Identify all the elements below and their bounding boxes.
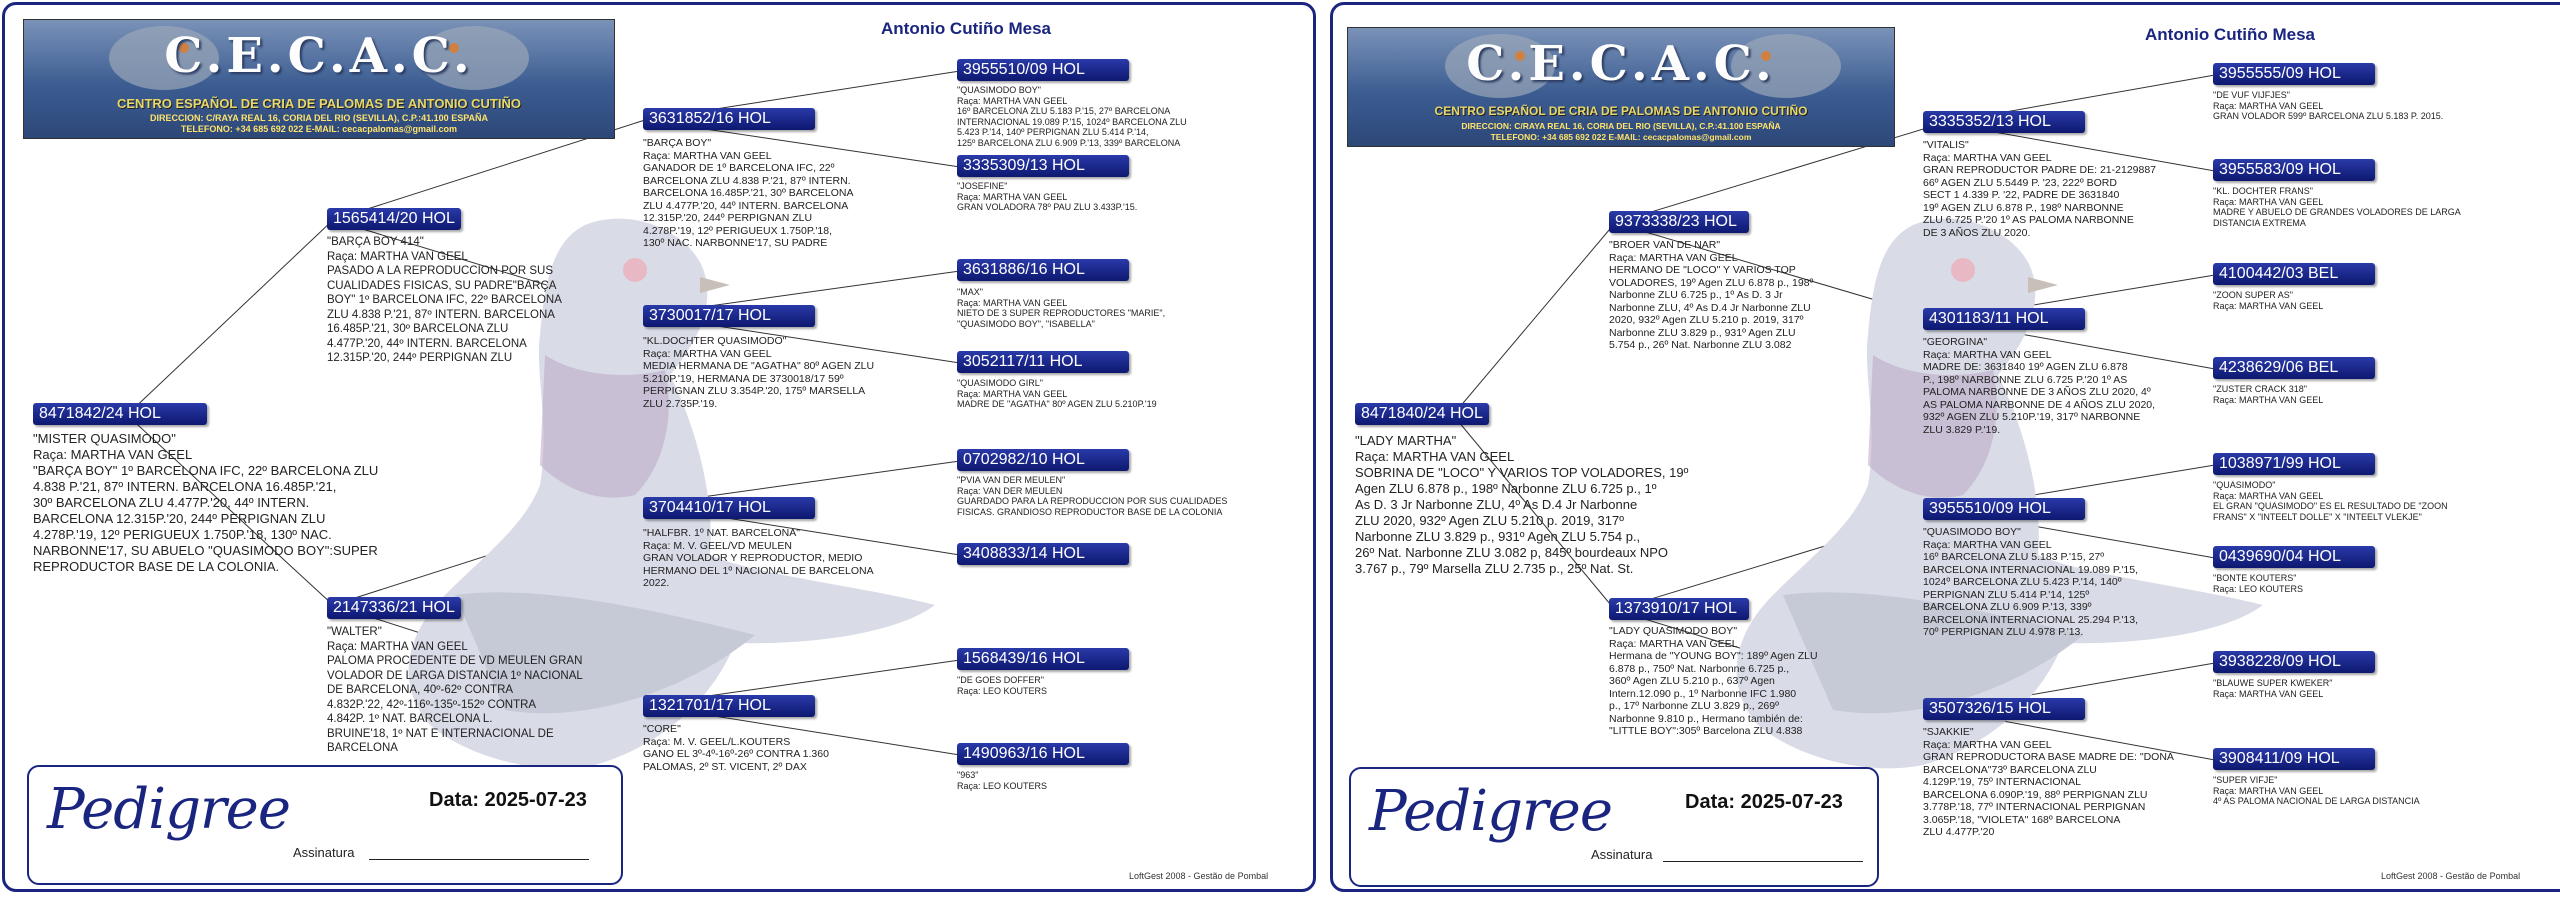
bird-ring-tag[interactable]: 3507326/15 HOL [1923,698,2085,720]
bird-ring-tag[interactable]: 3730017/17 HOL [643,305,815,327]
bird-info: "GEORGINA" Raça: MARTHA VAN GEEL MADRE DE: 3631840 19º AGEN ZLU 6.878 P., 198º NARBONNE ZLU 6.725 P.'20 1º AS PALOMA NARBONNE DE 3 AÑOS ZLU 2020, 4º AS PALOMA NARBONNE DE 4 AÑOS ZLU 2020, 932º AGEN ZLU 5.210P.'19, 317º NARBONNE ZLU 3.829 P.'19. [1923,336,2156,436]
signature-line[interactable] [369,859,589,860]
bird-info: "KL.DOCHTER QUASIMODO" Raça: MARTHA VAN GEEL MEDIA HERMANA DE "AGATHA" 80º AGEN ZLU 5.210P.'19, HERMANA DE 3730018/17 59º PERPIGNAN ZLU 3.354P.'20, 175º MARSELLA ZLU 2.735P.'19. [643,335,875,410]
bird-info: "BARÇA BOY 414" Raça: MARTHA VAN GEEL PASADO A LA REPRODUCCION POR SUS CUALIDADES FISICAS, SU PADRE"BARÇA BOY" 1º BARCELONA IFC, 22º BARCELONA ZLU 4.838 P.'21, 87º INTERN. BARCELONA 16.485P.'21, 30º BARCELONA ZLU 4.477P.'20, 44º INTERN. BARCELONA 12.315P.'20, 244º PERPIGNAN ZLU [327,236,562,364]
signature-label: Assinatura [293,845,355,860]
bird-ring-tag[interactable]: 3955510/09 HOL [957,59,1129,81]
print-date: Data: 2025-07-23 [1685,791,1843,813]
cecac-banner [1347,27,1895,147]
pedigree-logo: Pedigree [47,777,290,842]
bird-info: "CORE" Raça: M. V. GEEL/L.KOUTERS GANO EL 3º-4º-16º-26º CONTRA 1.360 PALOMAS, 2º ST. VICENT, 2º DAX [643,723,829,773]
bird-ring-tag[interactable]: 3938228/09 HOL [2213,651,2375,673]
bird-info: "JOSEFINE" Raça: MARTHA VAN GEEL GRAN VOLADORA 78º PAU ZLU 3.433P.'15. [957,181,1138,212]
bird-ring-tag[interactable]: 1490963/16 HOL [957,743,1129,765]
bird-info: "WALTER" Raça: MARTHA VAN GEEL PALOMA PROCEDENTE DE VD MEULEN GRAN VOLADOR DE LARGA DISTANCIA 1º NACIONAL DE BARCELONA, 40º-62º CONTRA 4.832P.'22, 42º-116º-135º-152º CONTRA 4.842P. 1º NAT. BARCELONA L. BRUINE'18, 1º NAT E INTERNACIONAL DE BARCELONA [327,626,583,754]
bird-ring-tag[interactable]: 1568439/16 HOL [957,648,1129,670]
bird-ring-tag[interactable]: 3908411/09 HOL [2213,748,2375,770]
bird-ring-tag[interactable]: 0439690/04 HOL [2213,546,2375,568]
bird-info: "PVIA VAN DER MEULEN" Raça: VAN DER MEULEN GUARDADO PARA LA REPRODUCCION POR SUS CUALIDADES FISICAS. GRANDIOSO REPRODUCTOR BASE DE LA COLONIA [957,475,1228,517]
bird-ring-tag[interactable]: 4238629/06 BEL [2213,357,2375,379]
bird-info: "963" Raça: LEO KOUTERS [957,770,1048,791]
bird-info: "DE VUF VIJFJES" Raça: MARTHA VAN GEEL GRAN VOLADOR 599º BARCELONA ZLU 5.183 P. 2015. [2213,90,2444,121]
software-credit: LoftGest 2008 - Gestão de Pombal [2381,871,2521,881]
bird-info: "BONTE KOUTERS" Raça: LEO KOUTERS [2213,573,2304,594]
bird-info: "ZOON SUPER AS" Raça: MARTHA VAN GEEL [2213,290,2324,311]
bird-info: "MAX" Raça: MARTHA VAN GEEL NIETO DE 3 SUPER REPRODUCTORES "MARIE", "QUASIMODO BOY", "ISABELLA" [957,287,1166,329]
bird-ring-tag[interactable]: 9373338/23 HOL [1609,211,1749,233]
bird-ring-tag[interactable]: 3631852/16 HOL [643,108,815,130]
cecac-banner [23,19,615,139]
pedigree-footer [1349,767,1879,887]
bird-ring-tag[interactable]: 3955583/09 HOL [2213,159,2375,181]
bird-info: "QUASIMODO BOY" Raça: MARTHA VAN GEEL 16º BARCELONA ZLU 5.183 P.'15, 27º BARCELONA INTERNACIONAL 19.089 P.'15, 1024º BARCELONA ZLU 5.423 P.'14, 140º PERPIGNAN ZLU 5.414 P.'14, 125º BARCELONA ZLU 6.909 P.'13, 339º BARCELONA [957,85,1187,148]
bird-info: "BLAUWE SUPER KWEKER" Raça: MARTHA VAN GEEL [2213,678,2333,699]
bird-info: "BROER VAN DE NAR" Raça: MARTHA VAN GEEL HERMANO DE "LOCO" Y VARIOS TOP VOLADORES, 19º Agen ZLU 6.878 p., 198º Narbonne ZLU 6.725 p., 1º As D. 3 Jr Narbonne ZLU, 4º As D.4 Jr Narbonne ZLU 2020, 932º Agen ZLU 5.210 p. 2019, 317º Narbonne ZLU 3.829 p., 931º Agen ZLU 5.754 p., 26º Nat. Narbonne ZLU 3.082 [1609,239,1814,351]
bird-info: "DE GOES DOFFER" Raça: LEO KOUTERS [957,675,1048,696]
bird-info: "MISTER QUASIMODO" Raça: MARTHA VAN GEEL "BARÇA BOY" 1º BARCELONA IFC, 22º BARCELONA ZLU 4.838 P.'21, 87º INTERN. BARCELONA 16.485P.'21, 30º BARCELONA ZLU 4.477P.'20, 44º INTERN. BARCELONA 12.315P.'20, 244º PERPIGNAN ZLU 4.278P.'19, 12º PERIGUEUX 1.750P.'18, 130º NAC. NARBONNE'17, SU ABUELO "QUASIMODO BOY":SUPER REPRODUCTOR BASE DE LA COLONIA. [33,431,379,574]
banner-subtitle: CENTRO ESPAÑOL DE CRIA DE PALOMAS DE ANTONIO CUTIÑO [117,96,521,111]
banner-title: C.E.C.A.C. [1466,36,1776,92]
pedigree-footer [27,765,623,885]
bird-info: "HALFBR. 1º NAT. BARCELONA" Raça: M. V. GEEL/VD MEULEN GRAN VOLADOR Y REPRODUCTOR, MEDIO HERMANO DEL 1º NACIONAL DE BARCELONA 2022. [643,527,874,589]
owner-name: Antonio Cutiño Mesa [881,19,1051,38]
bird-info: "KL. DOCHTER FRANS" Raça: MARTHA VAN GEEL MADRE Y ABUELO DE GRANDES VOLADORES DE LARGA DISTANCIA EXTREMA [2213,186,2461,228]
bird-ring-tag[interactable]: 1373910/17 HOL [1609,598,1749,620]
bird-ring-tag[interactable]: 4301183/11 HOL [1923,308,2085,330]
bird-ring-tag[interactable]: 3052117/11 HOL [957,351,1129,373]
bird-ring-tag[interactable]: 8471840/24 HOL [1355,403,1489,425]
bird-ring-tag[interactable]: 3631886/16 HOL [957,259,1129,281]
bird-ring-tag[interactable]: 3335352/13 HOL [1923,111,2085,133]
bird-ring-tag[interactable]: 3955555/09 HOL [2213,63,2375,85]
banner-contact: TELEFONO: +34 685 692 022 E-MAIL: cecacpalomas@gmail.com [180,124,458,134]
bird-ring-tag[interactable]: 3335309/13 HOL [957,155,1129,177]
bird-ring-tag[interactable]: 1321701/17 HOL [643,695,815,717]
pedigree-logo: Pedigree [1369,779,1612,844]
bird-ring-tag[interactable]: 3704410/17 HOL [643,497,815,519]
bird-info: "VITALIS" Raça: MARTHA VAN GEEL GRAN REPRODUCTOR PADRE DE: 21-2129887 66º AGEN ZLU 5.5449 P. '23, 222º BORD SECT 1 4.339 P. '22, PADRE DE 3631840 19º AGEN ZLU 6.878 P., 198º NARBONNE ZLU 6.725 P.'20 1º AS PALOMA NARBONNE DE 3 AÑOS ZLU 2020. [1923,139,2157,239]
bird-ring-tag[interactable]: 8471842/24 HOL [33,403,207,425]
bird-ring-tag[interactable]: 0702982/10 HOL [957,449,1129,471]
banner-title: C.E.C.A.C. [164,28,474,84]
bird-info: "SUPER VIFJE" Raça: MARTHA VAN GEEL 4º AS PALOMA NACIONAL DE LARGA DISTANCIA [2213,775,2420,806]
banner-address: DIRECCION: C/RAYA REAL 16, CORIA DEL RIO (SEVILLA), C.P.:41.100 ESPAÑA [149,113,489,123]
bird-ring-tag[interactable]: 3955510/09 HOL [1923,498,2085,520]
bird-ring-tag[interactable]: 1565414/20 HOL [327,208,461,230]
pedigree-sheet-left [2,2,1316,892]
bird-info: "QUASIMODO GIRL" Raça: MARTHA VAN GEEL MADRE DE "AGATHA" 80º AGEN ZLU 5.210P.'19 [957,378,1157,409]
bird-info: "BARÇA BOY" Raça: MARTHA VAN GEEL GANADOR DE 1º BARCELONA IFC, 22º BARCELONA ZLU 4.838 P.'21, 87º INTERN. BARCELONA 16.485P.'21, 30º BARCELONA ZLU 4.477P.'20, 44º INTERN. BARCELONA 12.315P.'20, 244º PERPIGNAN ZLU 4.278P.'19, 12º PERIGUEUX 1.750P.'18, 130º NAC. NARBONNE'17, SU PADRE [643,137,854,249]
bird-info: "QUASIMODO" Raça: MARTHA VAN GEEL EL GRAN "QUASIMODO" ES EL RESULTADO DE "ZOON FRANS" X "INTEELT DOLLE" X "INTEELT VLEKJE" [2213,480,2448,522]
bird-ring-tag[interactable]: 3408833/14 HOL [957,543,1129,565]
bird-ring-tag[interactable]: 4100442/03 BEL [2213,263,2375,285]
bird-ring-tag[interactable]: 2147336/21 HOL [327,597,461,619]
bird-info: "SJAKKIE" Raça: MARTHA VAN GEEL GRAN REPRODUCTORA BASE MADRE DE: "DONA BARCELONA"73º BARCELONA ZLU 4.129P.'19, 75º INTERNACIONAL BARCELONA 6.090P.'19, 88º PERPIGNAN ZLU 3.778P.'18, 77º INTERNACIONAL PERPIGNAN 3.065P.'18, "VIOLETA" 168º BARCELONA ZLU 4.477P.'20 [1923,726,2174,838]
bird-info: "LADY QUASIMODO BOY" Raça: MARTHA VAN GEEL Hermana de "YOUNG BOY": 189º Agen ZLU 6.878 p., 750º Nat. Narbonne 6.725 p., 360º Agen ZLU 5.210 p., 637º Agen Intern.12.090 p., 1º Narbonne IFC 1.980 p., 17º Narbonne ZLU 3.829 p., 269º Narbonne 9.810 p., Hermano también de: "LITTLE BOY":305º Barcelona ZLU 4.838 [1609,625,1818,737]
banner-subtitle: CENTRO ESPAÑOL DE CRIA DE PALOMAS DE ANTONIO CUTIÑO [1434,104,1808,118]
signature-line[interactable] [1663,861,1863,862]
bird-ring-tag[interactable]: 1038971/99 HOL [2213,453,2375,475]
signature-label: Assinatura [1591,847,1653,862]
bird-info: "QUASIMODO BOY" Raça: MARTHA VAN GEEL 16º BARCELONA ZLU 5.183 P.'15, 27º BARCELONA INTERNACIONAL 19.089 P.'15, 1024º BARCELONA ZLU 5.423 P.'14, 140º PERPIGNAN ZLU 5.414 P.'14, 125º BARCELONA ZLU 6.909 P.'13, 339º BARCELONA INTERNACIONAL 25.294 P.'13, 70º PERPIGNAN ZLU 4.978 P.'13. [1923,526,2139,638]
owner-name: Antonio Cutiño Mesa [2145,25,2315,44]
bird-info: "LADY MARTHA" Raça: MARTHA VAN GEEL SOBRINA DE "LOCO" Y VARIOS TOP VOLADORES, 19º Agen ZLU 6.878 p., 198º Narbonne ZLU 6.725 p., 1º As D. 3 Jr Narbonne ZLU, 4º As D.4 Jr Narbonne ZLU 2020, 932º Agen ZLU 5.210 p. 2019, 317º Narbonne ZLU 3.829 p., 931º Agen ZLU 5.754 p., 26º Nat. Narbonne ZLU 3.082 p, 845º bourdeaux NPO 3.767 p., 79º Marsella ZLU 2.735 p., 25º Nat. St. [1355,433,1689,576]
banner-contact: TELEFONO: +34 685 692 022 E-MAIL: cecacpalomas@gmail.com [1490,132,1752,142]
print-date: Data: 2025-07-23 [429,789,587,811]
bird-info: "ZUSTER CRACK 318" Raça: MARTHA VAN GEEL [2213,384,2324,405]
software-credit: LoftGest 2008 - Gestão de Pombal [1129,871,1269,881]
pedigree-sheet-right [1330,2,2560,892]
banner-address: DIRECCION: C/RAYA REAL 16, CORIA DEL RIO (SEVILLA), C.P.:41.100 ESPAÑA [1461,121,1781,131]
